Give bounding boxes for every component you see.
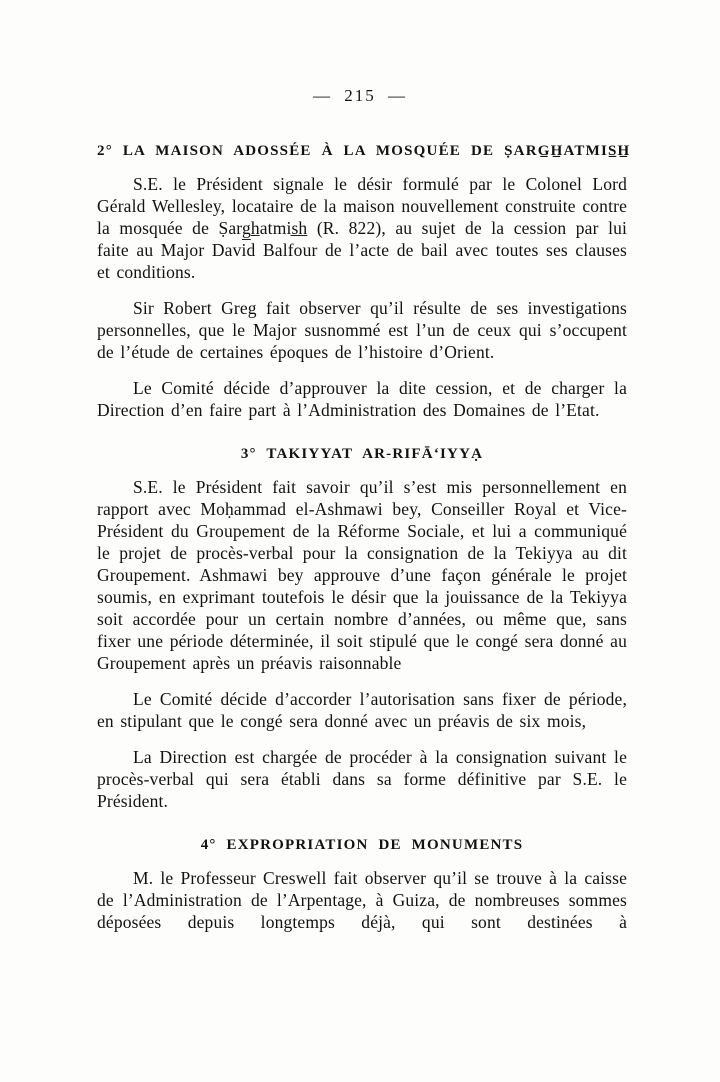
paragraph: Le Comité décide d’accorder l’autorisation sans fixer de période, en stipulant que le congé sera donné avec un préavis de six mois, [97,689,627,731]
page-content [97,142,631,933]
section-expropriation-monuments [97,836,627,933]
section-heading: 4° EXPROPRIATION DE MONUMENTS [200,837,524,853]
section-maison-sarghatmish [97,142,631,421]
paragraph: La Direction est chargée de procéder à la consignation suivant le procès-verbal qui sera établi dans sa forme définitive par S.E. le Président. [97,747,627,811]
paragraph: S.E. le Président signale le désir formulé par le Colonel Lord Gérald Wellesley, locataire de la maison nouvellement construite contre la mosquée de Ṣarg̲h̲atmis̲h̲ (R. 822), au sujet de la cession par lui faite au Major David Balfour de l’acte de bail avec toutes ses clauses et conditions. [97,174,627,282]
paragraph: M. le Professeur Creswell fait observer qu’il se trouve à la caisse de l’Administration de l’Arpentage, à Guiza, de nombreuses sommes déposées depuis longtemps déjà, qui sont destinées à [97,868,627,932]
section-heading: 2° LA MAISON ADOSSÉE À LA MOSQUÉE DE ṢARG̲H̲ATMIS̲H̲ [97,143,631,159]
section-heading: 3° TAKIYYAT AR-RIFĀ‘IYYẠ [240,446,484,462]
section-takiyyat-rifaiyya [97,445,627,812]
paragraph: S.E. le Président fait savoir qu’il s’est mis personnellement en rapport avec Moḥammad el-Ashmawi bey, Conseiller Royal et Vice-Président du Groupement de la Réforme Sociale, et lui a communiqué le projet de procès-verbal pour la consignation de la Tekiyya au dit Groupement. Ashmawi bey approuve d’une façon générale le projet soumis, en exprimant toutefois le désir que la jouissance de la Tekiyya soit accordée pour un certain nombre d’années, ou même que, sans fixer une période déterminée, il soit stipulé que le congé sera donné au Groupement après un préavis raisonnable [97,477,627,673]
paragraph: Sir Robert Greg fait observer qu’il résulte de ses investigations personnelles, que le Major susnommé est l’un de ceux qui s’occupent de l’étude de certaines époques de l’histoire d’Orient. [97,298,627,362]
paragraph: Le Comité décide d’approuver la dite cession, et de charger la Direction d’en faire part à l’Administration des Domaines de l’Etat. [97,378,627,420]
page-number: — 215 — [313,86,407,105]
